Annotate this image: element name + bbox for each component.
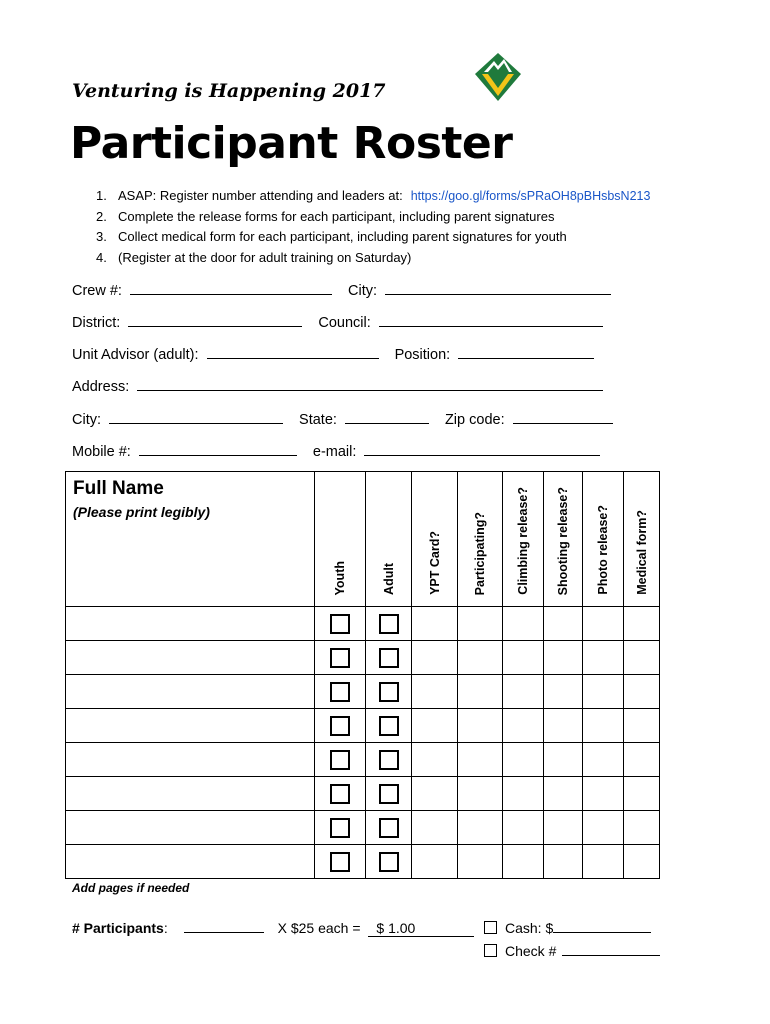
address-field[interactable] [137,376,603,391]
check-cell[interactable] [412,811,458,845]
list-item: 4. (Register at the door for adult training on Saturday) [96,249,412,265]
check-cell[interactable] [503,811,544,845]
advisor-field[interactable] [207,344,379,359]
check-cell[interactable] [624,709,660,743]
youth-cell [315,641,366,675]
adult-cell [366,675,412,709]
name-cell[interactable] [66,641,315,675]
name-cell[interactable] [66,845,315,879]
city-label: City: [348,283,377,299]
district-label: District: [72,315,121,331]
check-cell[interactable] [412,777,458,811]
district-row [72,312,603,331]
check-cell[interactable] [458,709,503,743]
table-header-row [66,472,660,607]
youth-checkbox[interactable] [330,648,350,668]
fee-row: # Participants: X $25 each = $ 1.00 [72,918,474,937]
check-cell[interactable] [624,777,660,811]
table-row [66,641,660,675]
position-label: Position: [394,347,451,363]
check-cell[interactable] [583,607,624,641]
check-cell[interactable] [458,675,503,709]
name-subheader: (Please print legibly) [73,504,210,520]
instruction-list [96,186,650,268]
list-item: 1. ASAP: Register number attending and leaders at: https://goo.gl/forms/sPRaOH8pBHsbsN213 [96,188,651,203]
check-cell[interactable] [583,709,624,743]
name-cell[interactable] [66,811,315,845]
cash-label: Cash: $ [505,920,554,936]
name-header: Full Name [73,478,164,499]
column-header-participating: Participating? [458,472,503,607]
city-field[interactable] [385,280,611,295]
check-cell[interactable] [412,845,458,879]
check-cell[interactable] [583,641,624,675]
adult-cell [366,777,412,811]
table-row [66,709,660,743]
table-row [66,743,660,777]
youth-cell [315,709,366,743]
check-cell[interactable] [544,641,583,675]
adult-cell [366,607,412,641]
check-cell[interactable] [503,709,544,743]
adult-cell [366,709,412,743]
check-cell[interactable] [503,641,544,675]
state-label: State: [299,412,337,428]
district-field[interactable] [128,312,302,327]
advisor-row [72,344,594,363]
page-title: Participant Roster [70,118,513,169]
check-cell[interactable] [503,675,544,709]
city-field[interactable] [109,409,283,424]
check-cell[interactable] [458,607,503,641]
zip-field[interactable] [513,409,613,424]
list-item: 2. Complete the release forms for each participant, including parent signatures [96,208,555,224]
adult-checkbox[interactable] [379,784,399,804]
check-cell[interactable] [412,743,458,777]
check-cell[interactable] [458,811,503,845]
youth-cell [315,777,366,811]
register-link[interactable]: https://goo.gl/forms/sPRaOH8pBHsbsN213 [410,189,651,203]
participants-label: # Participants [72,920,164,936]
adult-cell [366,811,412,845]
check-cell[interactable] [624,743,660,777]
cash-row [484,918,651,936]
table-row [66,675,660,709]
city-label: City: [72,412,101,428]
venturing-logo [474,52,522,102]
youth-checkbox[interactable] [330,750,350,770]
check-cell[interactable] [544,777,583,811]
column-header-medical: Medical form? [624,472,660,607]
check-cell[interactable] [583,845,624,879]
city-state-row [72,409,613,428]
position-field[interactable] [458,344,594,359]
name-column-header [66,472,315,607]
name-cell[interactable] [66,607,315,641]
mobile-field[interactable] [139,441,297,456]
check-cell[interactable] [458,641,503,675]
name-cell[interactable] [66,675,315,709]
check-cell[interactable] [503,845,544,879]
advisor-label: Unit Advisor (adult): [72,347,199,363]
youth-checkbox[interactable] [330,614,350,634]
check-cell[interactable] [544,607,583,641]
column-header-adult: Adult [366,472,412,607]
council-field[interactable] [379,312,603,327]
adult-cell [366,641,412,675]
check-cell[interactable] [583,777,624,811]
address-row [72,376,603,395]
cash-checkbox[interactable] [484,921,497,934]
youth-cell [315,743,366,777]
adult-cell [366,743,412,777]
zip-label: Zip code: [444,412,505,428]
table-row [66,607,660,641]
check-cell[interactable] [503,743,544,777]
check-cell[interactable] [458,845,503,879]
check-cell[interactable] [544,845,583,879]
check-checkbox[interactable] [484,944,497,957]
check-cell[interactable] [458,777,503,811]
check-cell[interactable] [544,709,583,743]
list-item: 3. Collect medical form for each participant, including parent signatures for youth [96,229,567,244]
column-header-climbing: Climbing release? [503,472,544,607]
check-cell[interactable] [412,641,458,675]
column-header-shooting: Shooting release? [544,472,583,607]
adult-checkbox[interactable] [379,648,399,668]
amount-field[interactable]: $ 1.00 [368,920,474,937]
check-label: Check # [505,943,557,959]
youth-checkbox[interactable] [330,818,350,838]
adult-cell [366,845,412,879]
youth-checkbox[interactable] [330,784,350,804]
crew-label: Crew #: [72,283,122,299]
check-cell[interactable] [624,845,660,879]
check-cell[interactable] [412,675,458,709]
event-title: Venturing is Happening 2017 [72,80,386,102]
youth-checkbox[interactable] [330,716,350,736]
address-label: Address: [72,379,130,395]
contact-row [72,441,600,460]
check-cell[interactable] [624,607,660,641]
adult-checkbox[interactable] [379,852,399,872]
adult-checkbox[interactable] [379,614,399,634]
add-pages-note: Add pages if needed [72,881,190,895]
crew-row [72,280,611,299]
check-cell[interactable] [624,811,660,845]
check-cell[interactable] [412,709,458,743]
adult-checkbox[interactable] [379,750,399,770]
check-cell[interactable] [624,675,660,709]
adult-checkbox[interactable] [379,716,399,736]
council-label: Council: [318,315,371,331]
check-cell[interactable] [503,607,544,641]
email-field[interactable] [364,441,600,456]
fee-text: X $25 each = [277,920,361,936]
name-cell[interactable] [66,709,315,743]
check-field[interactable] [562,941,660,956]
check-cell[interactable] [624,641,660,675]
check-cell[interactable] [544,743,583,777]
table-row [66,811,660,845]
youth-checkbox[interactable] [330,852,350,872]
roster-table [65,471,660,879]
check-cell[interactable] [583,811,624,845]
youth-checkbox[interactable] [330,682,350,702]
youth-cell [315,811,366,845]
column-header-youth: Youth [315,472,366,607]
state-field[interactable] [345,409,429,424]
check-cell[interactable] [544,675,583,709]
check-cell[interactable] [544,811,583,845]
cash-field[interactable] [553,918,651,933]
participants-count-field[interactable] [184,918,264,933]
table-row [66,845,660,879]
mobile-label: Mobile #: [72,444,131,460]
check-cell[interactable] [458,743,503,777]
youth-cell [315,845,366,879]
email-label: e-mail: [312,444,357,460]
youth-cell [315,675,366,709]
crew-field[interactable] [130,280,332,295]
check-cell[interactable] [503,777,544,811]
column-header-photo: Photo release? [583,472,624,607]
table-row [66,777,660,811]
check-cell[interactable] [583,675,624,709]
youth-cell [315,607,366,641]
adult-checkbox[interactable] [379,818,399,838]
name-cell[interactable] [66,743,315,777]
name-cell[interactable] [66,777,315,811]
column-header-ypt: YPT Card? [412,472,458,607]
check-cell[interactable] [412,607,458,641]
adult-checkbox[interactable] [379,682,399,702]
check-row [484,941,660,959]
check-cell[interactable] [583,743,624,777]
